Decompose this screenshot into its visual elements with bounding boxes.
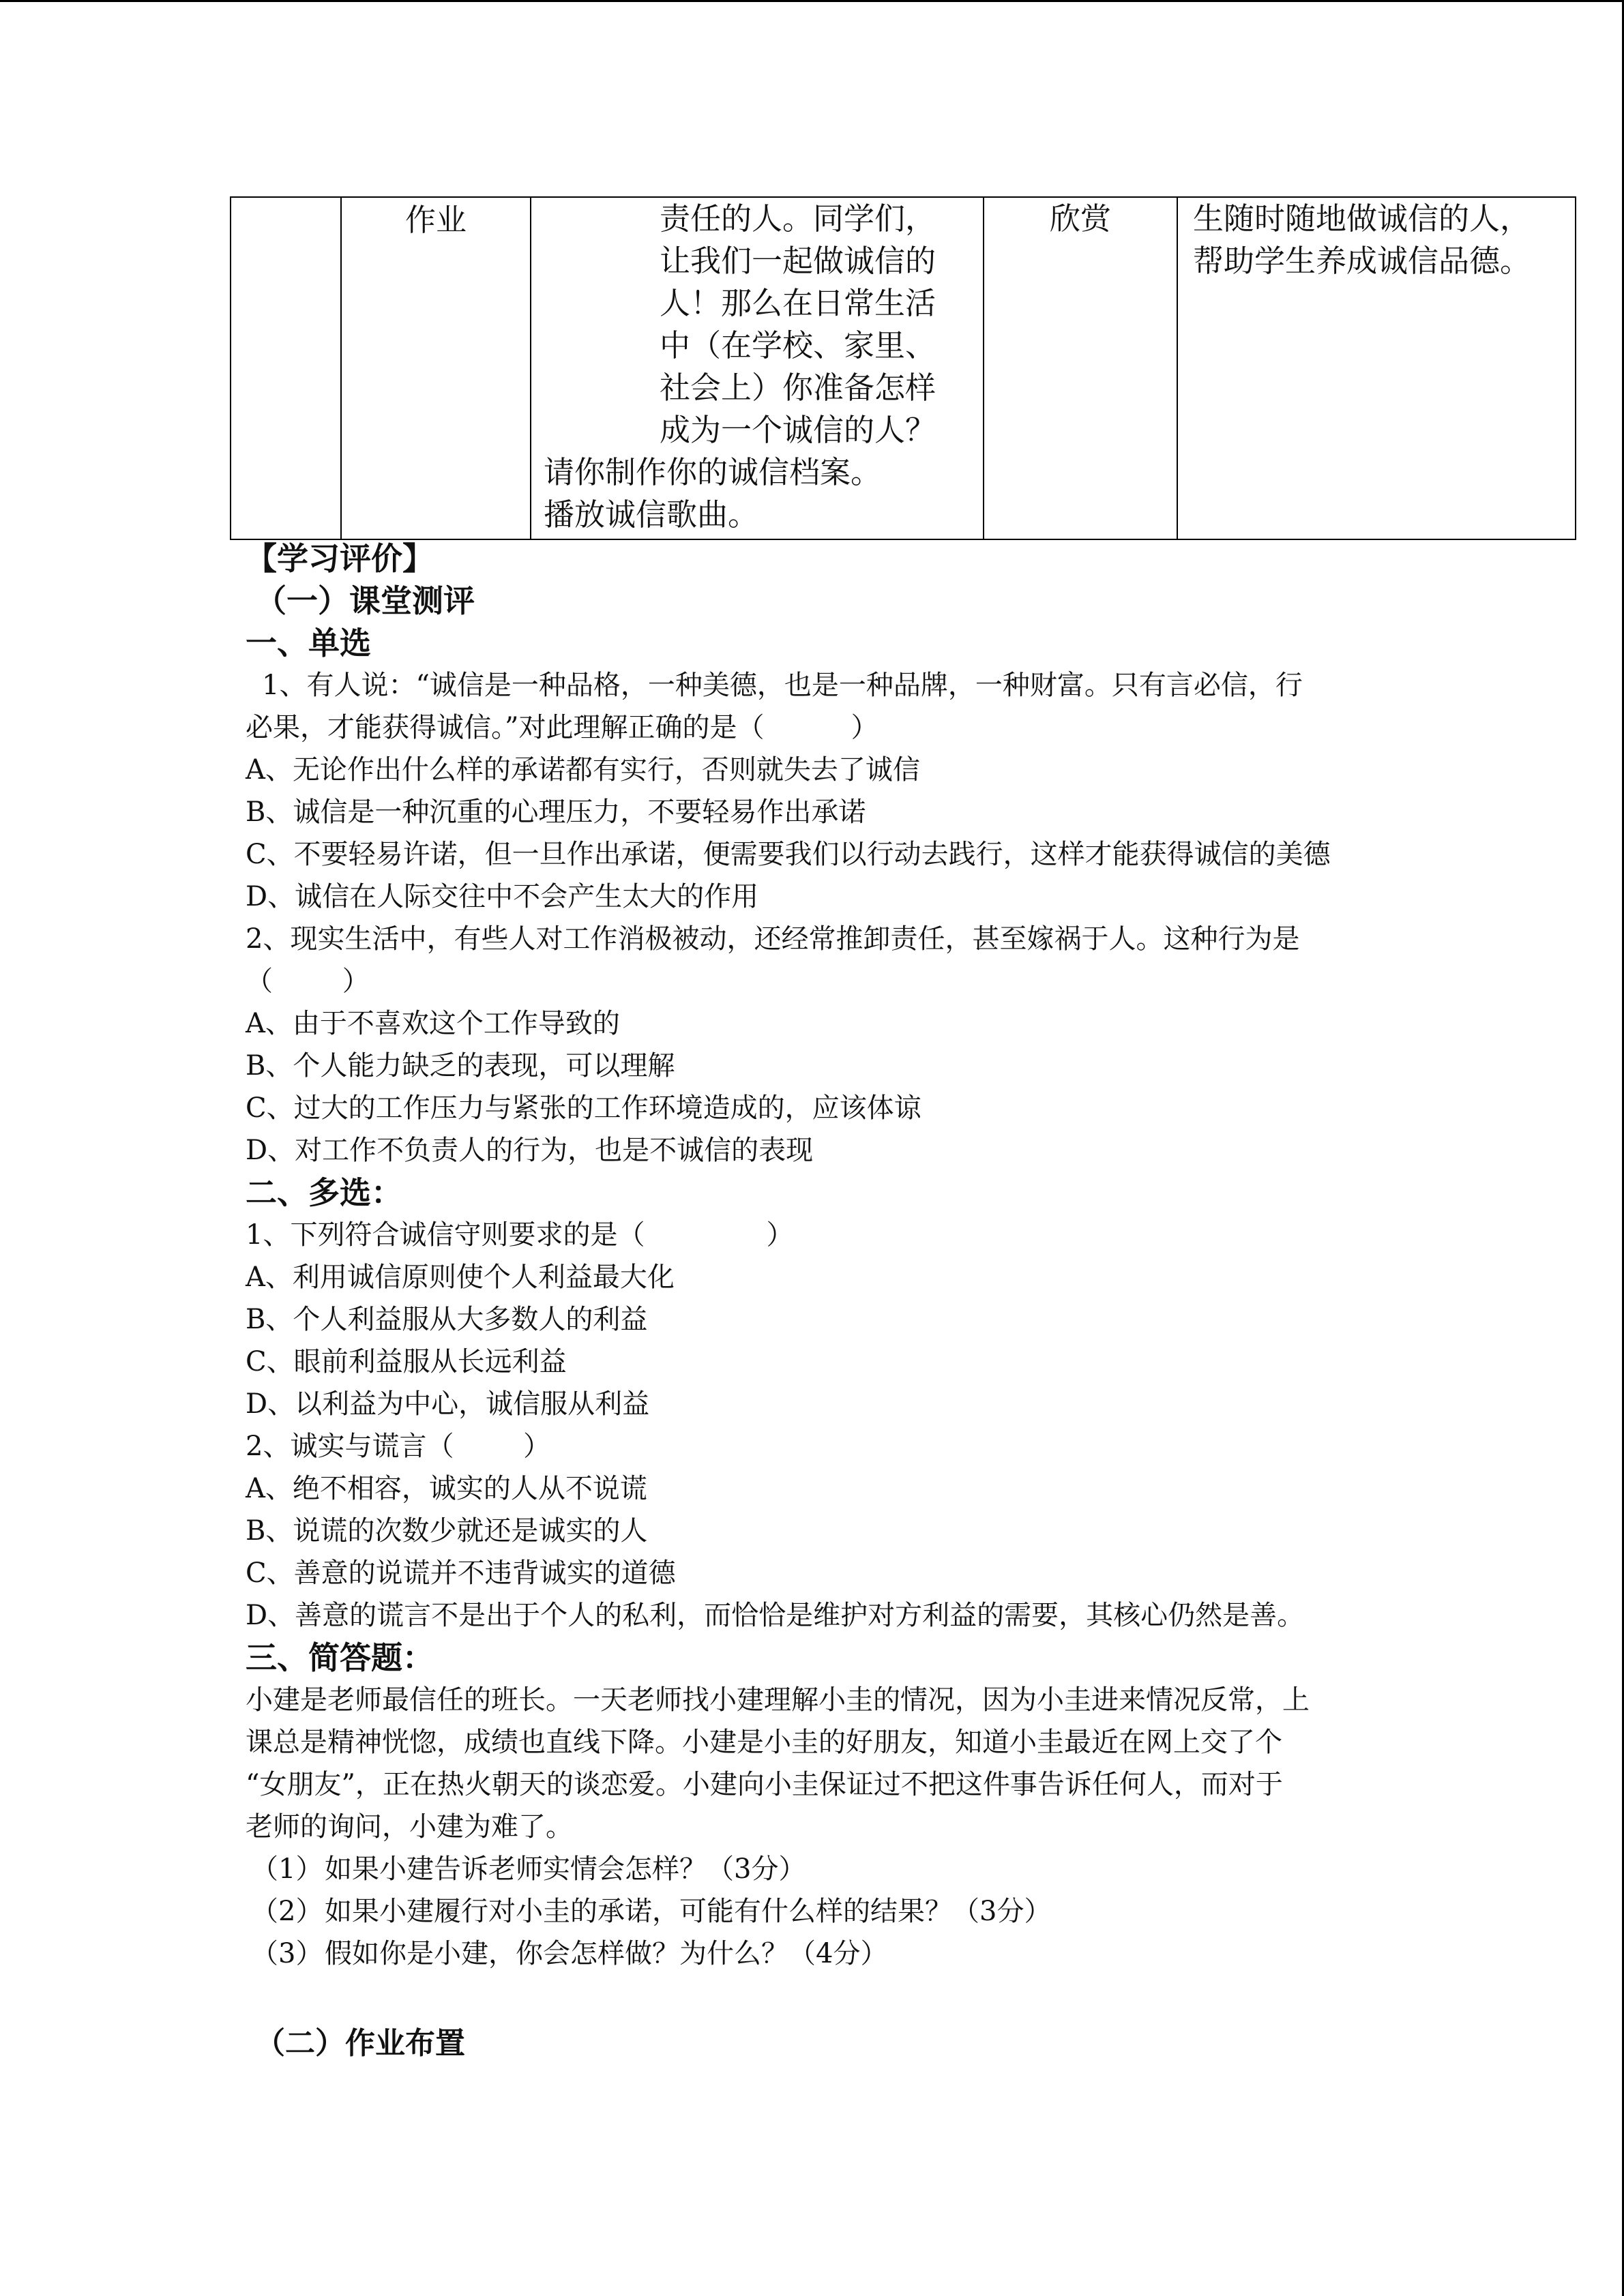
option-item: D、善意的谎言不是出于个人的私利，而恰恰是维护对方利益的需要，其核心仍然是善。: [246, 1600, 1305, 1631]
step-cell: 作业: [341, 197, 531, 539]
option-item: C、眼前利益服从长远利益: [246, 1346, 567, 1377]
lesson-plan-table: [230, 196, 1576, 540]
option-item: C、过大的工作压力与紧张的工作环境造成的，应该体谅: [246, 1092, 921, 1124]
sub-question-number: （3）: [251, 1938, 323, 1969]
passage-line: 老师的询问，小建为难了。: [246, 1811, 573, 1843]
question-text: 1、下列符合诚信守则要求的是（ ）: [246, 1219, 794, 1251]
evaluation-section: [246, 537, 1398, 2065]
intent-line: 帮助学生养成诚信品德。: [1193, 243, 1531, 279]
question-text: 1、有人说：“诚信是一种品格，一种美德，也是一种品牌，一种财富。只有言必信，行: [262, 670, 1303, 701]
question-text: 2、现实生活中，有些人对工作消极被动，还经常推卸责任，甚至嫁祸于人。这种行为是: [246, 923, 1300, 955]
sub-question: [246, 1933, 1398, 1975]
content-line: 责任的人。同学们，: [660, 200, 936, 237]
question-text: （ ）: [246, 966, 370, 997]
sub-question-text: 如果小建履行对小圭的承诺，可能有什么样的结果？（3分）: [325, 1896, 1052, 1927]
option-item: A、无论作出什么样的承诺都有实行，否则就失去了诚信: [246, 754, 920, 786]
sub-question-text: 如果小建告诉老师实情会怎样？（3分）: [325, 1853, 806, 1885]
option-item: A、绝不相容，诚实的人从不说谎: [246, 1473, 647, 1504]
content-line: 播放诚信歌曲。: [544, 496, 759, 533]
spacer: [246, 1975, 1398, 2017]
option-item: B、个人能力缺乏的表现，可以理解: [246, 1050, 675, 1082]
option-item: A、由于不喜欢这个工作导致的: [246, 1008, 620, 1039]
option-item: C、善意的说谎并不违背诚实的道德: [246, 1557, 676, 1589]
option-item: D、诚信在人际交往中不会产生太大的作用: [246, 881, 759, 912]
content-line: 成为一个诚信的人？: [660, 412, 936, 448]
intent-line: 生随时随地做诚信的人，: [1193, 200, 1531, 237]
intent-cell: [1177, 197, 1576, 539]
sub-question-text: 假如你是小建，你会怎样做？为什么？（4分）: [325, 1938, 888, 1969]
content-line: 中（在学校、家里、: [660, 327, 936, 363]
short-answer-heading: 三、简答题：: [246, 1639, 434, 1676]
activity-cell: 欣赏: [984, 197, 1177, 539]
passage-line: “女朋友”，正在热火朝天的谈恋爱。小建向小圭保证过不把这件事告诉任何人，而对于: [246, 1769, 1283, 1800]
content-line: 让我们一起做诚信的: [660, 243, 936, 279]
option-item: B、说谎的次数少就还是诚实的人: [246, 1515, 648, 1547]
passage-line: 小建是老师最信任的班长。一天老师找小建理解小圭的情况，因为小圭进来情况反常，上: [246, 1684, 1310, 1716]
content-line: 人！那么在日常生活: [660, 285, 936, 321]
top-border-line: [0, 0, 1624, 2]
evaluation-heading: 【学习评价】: [246, 540, 434, 577]
content-line: 请你制作你的诚信档案。: [544, 454, 882, 490]
option-item: D、以利益为中心，诚信服从利益: [246, 1388, 650, 1420]
single-choice-heading: 一、单选: [246, 625, 371, 661]
multi-choice-heading: 二、多选：: [246, 1174, 402, 1211]
option-item: D、对工作不负责人的行为，也是不诚信的表现: [246, 1135, 814, 1166]
sub-question-number: （1）: [251, 1853, 323, 1885]
content-line: 社会上）你准备怎样: [660, 370, 936, 406]
homework-heading: （二）作业布置: [255, 2026, 465, 2061]
sub-question: [246, 1890, 1398, 1933]
option-item: C、不要轻易许诺，但一旦作出承诺，便需要我们以行动去践行，这样才能获得诚信的美德: [246, 839, 1331, 870]
option-item: B、诚信是一种沉重的心理压力，不要轻易作出承诺: [246, 796, 866, 828]
sub-question: [246, 1848, 1398, 1890]
question-text: 必果，才能获得诚信。”对此理解正确的是（ ）: [246, 712, 879, 743]
content-cell: [531, 197, 984, 539]
table-row: [231, 197, 1576, 539]
option-item: A、利用诚信原则使个人利益最大化: [246, 1262, 675, 1293]
option-item: B、个人利益服从大多数人的利益: [246, 1304, 648, 1335]
question-text: 2、诚实与谎言（ ）: [246, 1431, 551, 1462]
stage-cell: [231, 197, 341, 539]
sub-question-number: （2）: [251, 1896, 323, 1927]
passage-line: 课总是精神恍惚，成绩也直线下降。小建是小圭的好朋友，知道小圭最近在网上交了个: [246, 1727, 1282, 1758]
classroom-test-heading: （一）课堂测评: [255, 582, 475, 619]
